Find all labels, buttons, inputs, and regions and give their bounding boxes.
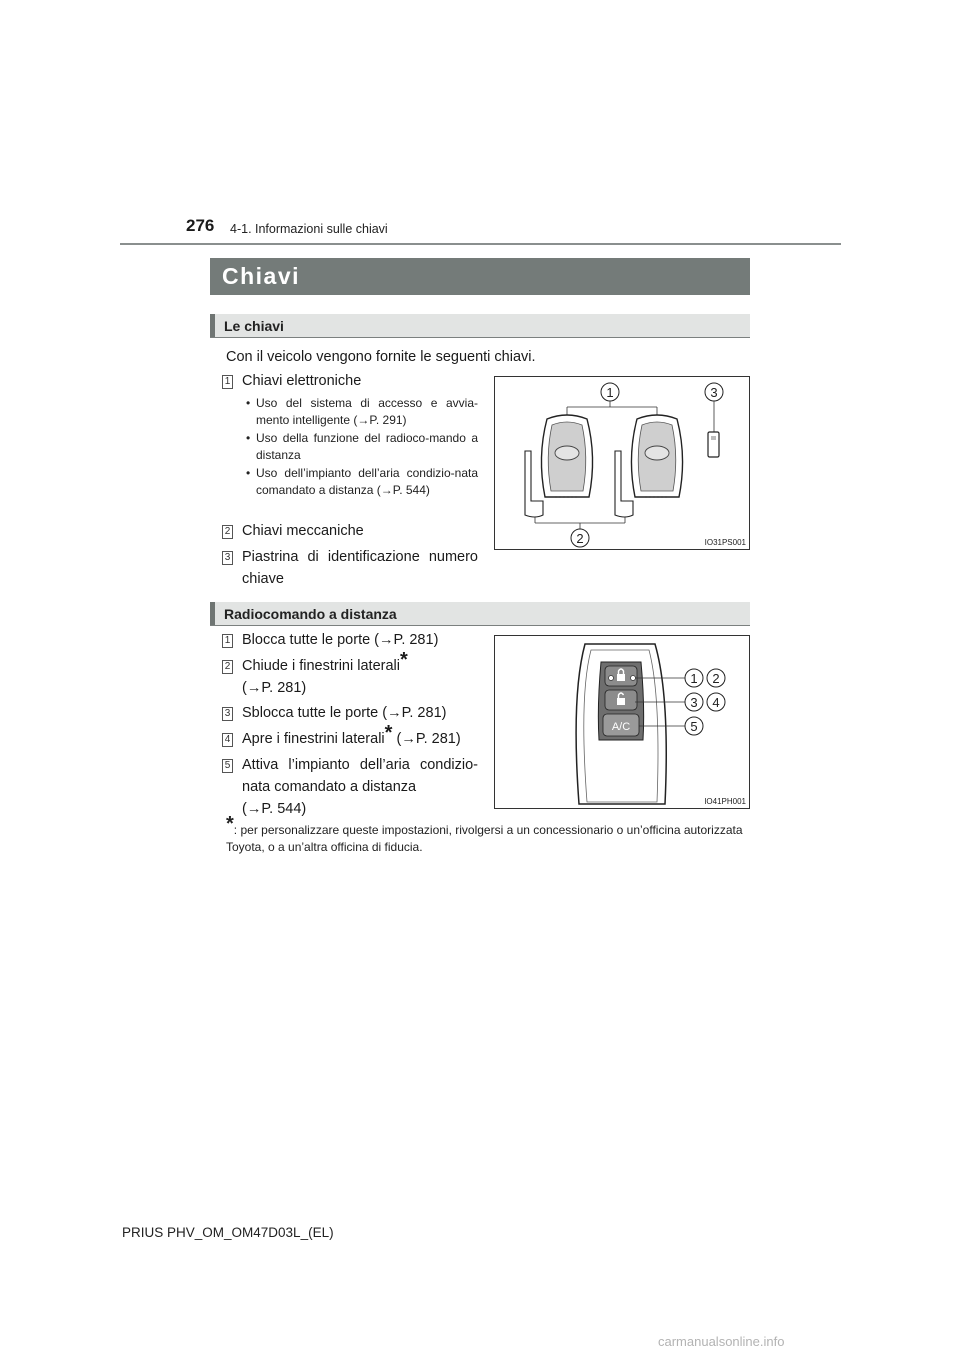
item-number: 3 [222, 551, 233, 565]
item-ref: (→P. 544) [242, 801, 307, 817]
footnote-mark: * [226, 813, 234, 835]
figure-code: IO31PS001 [704, 538, 746, 547]
item-text: Chiavi elettroniche [242, 373, 362, 389]
item-ref: (→P. 281) [242, 680, 307, 696]
item-number: 5 [222, 759, 233, 773]
callout-1: 1 [690, 671, 698, 686]
callout-5: 5 [690, 719, 698, 734]
footnote-mark: * [384, 722, 393, 744]
bullet-item: • Uso dell’impianto dell’aria condizio-nata comandato a distanza (→P. 544) [246, 466, 478, 497]
footnote-mark: * [399, 649, 408, 671]
footnote: *: per personalizzare queste impostazioni, rivolgersi a un concessionario o un’officina autorizzata Toyota, o a un’altra officina di fiducia. [226, 813, 743, 854]
item-text: Attiva l’impianto dell’aria condizio-nata comandato a distanza [242, 757, 478, 795]
item-number: 1 [222, 375, 233, 389]
watermark: carmanualsonline.info [658, 1334, 785, 1349]
item-text: Chiude i finestrini laterali* [242, 649, 408, 674]
remote-figure [494, 635, 750, 809]
ac-button-label: A/C [611, 721, 631, 733]
callout-4: 4 [712, 695, 720, 710]
header-divider [120, 243, 841, 245]
remote-illustration [495, 636, 749, 808]
page-title: Chiavi [210, 258, 750, 295]
section-heading-label: Radiocomando a distanza [224, 606, 397, 622]
section-heading-radiocomando [210, 602, 750, 626]
intro-text: Con il veicolo vengono fornite le seguenti chiavi. [226, 349, 536, 365]
item-number: 2 [222, 660, 233, 674]
page-number: 276 [186, 216, 215, 235]
figure-code: IO41PH001 [704, 797, 746, 806]
item-text: Chiavi meccaniche [242, 523, 364, 539]
bullet-item: • Uso del sistema di accesso e avvia-mento intelligente (→P. 291) [246, 396, 478, 427]
item-text: Apre i finestrini laterali* (→P. 281) [242, 722, 461, 747]
callout-2: 2 [712, 671, 720, 686]
item-number: 3 [222, 707, 233, 721]
callout-3: 3 [710, 385, 718, 400]
heading-accent-bar [210, 314, 215, 337]
bullet-item: • Uso della funzione del radioco-mando a distanza [246, 431, 478, 462]
section-heading-label: Le chiavi [224, 318, 284, 334]
item-number: 1 [222, 634, 233, 648]
callout-1: 1 [606, 385, 614, 400]
footer-model-code: PRIUS PHV_OM_OM47D03L_(EL) [122, 1225, 334, 1240]
keys-figure [494, 376, 750, 550]
item-number: 4 [222, 733, 233, 747]
item-text: Piastrina di identificazione numero chiave [242, 549, 478, 587]
running-header: 4-1. Informazioni sulle chiavi [230, 222, 388, 236]
item-number: 2 [222, 525, 233, 539]
heading-accent-bar [210, 602, 215, 625]
section-heading-le-chiavi [210, 314, 750, 338]
keys-illustration [495, 377, 749, 549]
callout-2: 2 [576, 531, 584, 546]
callout-3: 3 [690, 695, 698, 710]
item-text: Blocca tutte le porte (→P. 281) [242, 632, 439, 648]
item-text: Sblocca tutte le porte (→P. 281) [242, 705, 447, 721]
